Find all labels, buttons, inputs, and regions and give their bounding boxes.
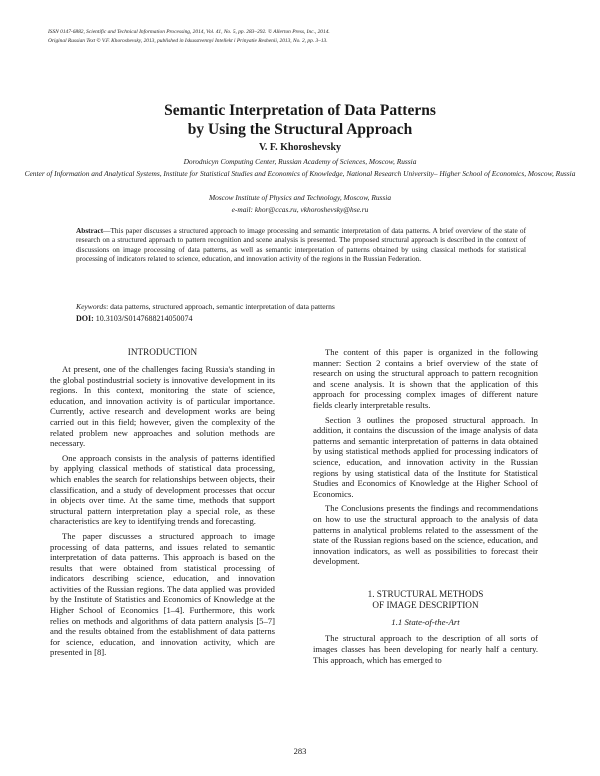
- affiliation-3: Moscow Institute of Physics and Technology, Moscow, Russia: [208, 193, 392, 202]
- journal-header-line-1: ISSN 0147-6882, Scientific and Technical Information Processing, 2014, Vol. 41, No. 5, pp. 283–292. © Allerton Press, Inc., 2014.: [48, 29, 330, 35]
- doi: [76, 314, 192, 323]
- keywords-label: Keywords: [76, 302, 107, 311]
- left-column: [50, 347, 275, 662]
- intro-paragraph-1: At present, one of the challenges facing Russia's standing in the global postindustrial society is innovative development in its regions. In this context, monitoring the state of science, education, and innovation activity is of particular importance. Currently, active research and development works are being carried out in this field; however, given the complexity of the related problem new approaches and solution methods are necessary.: [50, 364, 275, 449]
- subsection-heading: 1.1 State-of-the-Art: [391, 616, 460, 627]
- doi-value: 10.3103/S0147688214050074: [93, 314, 193, 323]
- journal-header-line-2: Original Russian Text © V.F. Khoroshevsky, 2013, published in Iskusstvennyi Intellekt i Prinyatie Reshenii, 2013, No. 2, pp. 3–13.: [48, 38, 328, 44]
- right-paragraph-3: The Conclusions presents the findings and recommendations on how to use the structural approach to the analysis of data patterns in analytical problems related to the assessment of the state of the Russian regions based on the science, education, and innovation indicators, as well as possibilities to forecast their development.: [313, 503, 538, 567]
- intro-paragraph-3: The paper discusses a structured approach to image processing of data patterns, and issues related to semantic interpretation of data patterns. This approach is based on the results that were obtained from statistical processing of indicators describing science, education, and innovation activities of the Russian regions. The data applied was provided by the Institute of Statistics and Economics of Knowledge at the Higher School of Economics [1–4]. Furthermore, this work relies on methods and algorithms of data pattern analysis [5–7] and the results obtained from the establishment of data patterns for science, education, and innovation activity, which are presented in [8].: [50, 530, 275, 658]
- abstract-label: Abstract: [76, 226, 104, 235]
- paper-title-line-2: by Using the Structural Approach: [187, 121, 413, 138]
- abstract: [76, 226, 526, 264]
- affiliation-1: Dorodnicyn Computing Center, Russian Academy of Sciences, Moscow, Russia: [183, 157, 417, 166]
- doi-label: DOI:: [76, 314, 94, 323]
- keywords: [76, 302, 546, 311]
- page-number: 283: [293, 746, 307, 756]
- section-heading-line-1: 1. STRUCTURAL METHODS: [367, 588, 484, 599]
- keywords-text: : data patterns, structured approach, semantic interpretation of data patterns: [106, 302, 335, 311]
- paper-title-line-1: Semantic Interpretation of Data Patterns: [164, 102, 436, 119]
- affiliation-2: Center of Information and Analytical Systems, Institute for Statistical Studies and Economics of Knowledge, National Research University– Higher School of Economics, Moscow, Russia: [24, 169, 576, 178]
- right-column: [313, 347, 538, 669]
- author-email: e-mail: khor@ccas.ru, vkhoroshevsky@hse.ru: [231, 205, 369, 214]
- section-heading-line-2: OF IMAGE DESCRIPTION: [372, 599, 479, 610]
- intro-paragraph-2: One approach consists in the analysis of patterns identified by applying classical methods of statistical data processing, which enables the search for relationships between objects, their classification, and a study of development processes that occur in objects over time. At the same time, methods that support structural pattern interpretation play a special role, as these characteristics are key to identifying trends and forecasting.: [50, 452, 275, 527]
- right-paragraph-4: The structural approach to the description of all sorts of images classes has been developing for nearly half a century. This approach, which has emerged to: [313, 633, 538, 665]
- abstract-text: —This paper discusses a structured approach to image processing and semantic interpretation of data patterns. A brief overview of the state of research on a structured approach to pattern recognition and scene analysis is presented. The proposed structural approach is described in the context of discussions on image processing of data patterns, as well as semantic interpretation of patterns obtained by using classical methods for statistical processing of indicators related to science, education, and innovation activity of the regions in the Russian Federation.: [76, 226, 526, 264]
- author-name: V. F. Khoroshevsky: [258, 142, 342, 153]
- right-paragraph-2: Section 3 outlines the proposed structural approach. In addition, it contains the discussion of the image analysis of data patterns and semantic interpretation of patterns in data obtained by using statistical methods applied for processing indicators of science, education, and innovation activity in the Russian regions by using statistical data of the Institute for Statistical Studies and Economics of Knowledge at the Higher School of Economics.: [313, 414, 538, 499]
- introduction-heading: INTRODUCTION: [127, 347, 198, 357]
- right-paragraph-1: The content of this paper is organized in the following manner: Section 2 contains a brief overview of the state of research on using the structural approach to pattern recognition and scene analysis. It is shown that the application of this approach for processing complex images of different nature fields clearly interpretable results.: [313, 347, 538, 410]
